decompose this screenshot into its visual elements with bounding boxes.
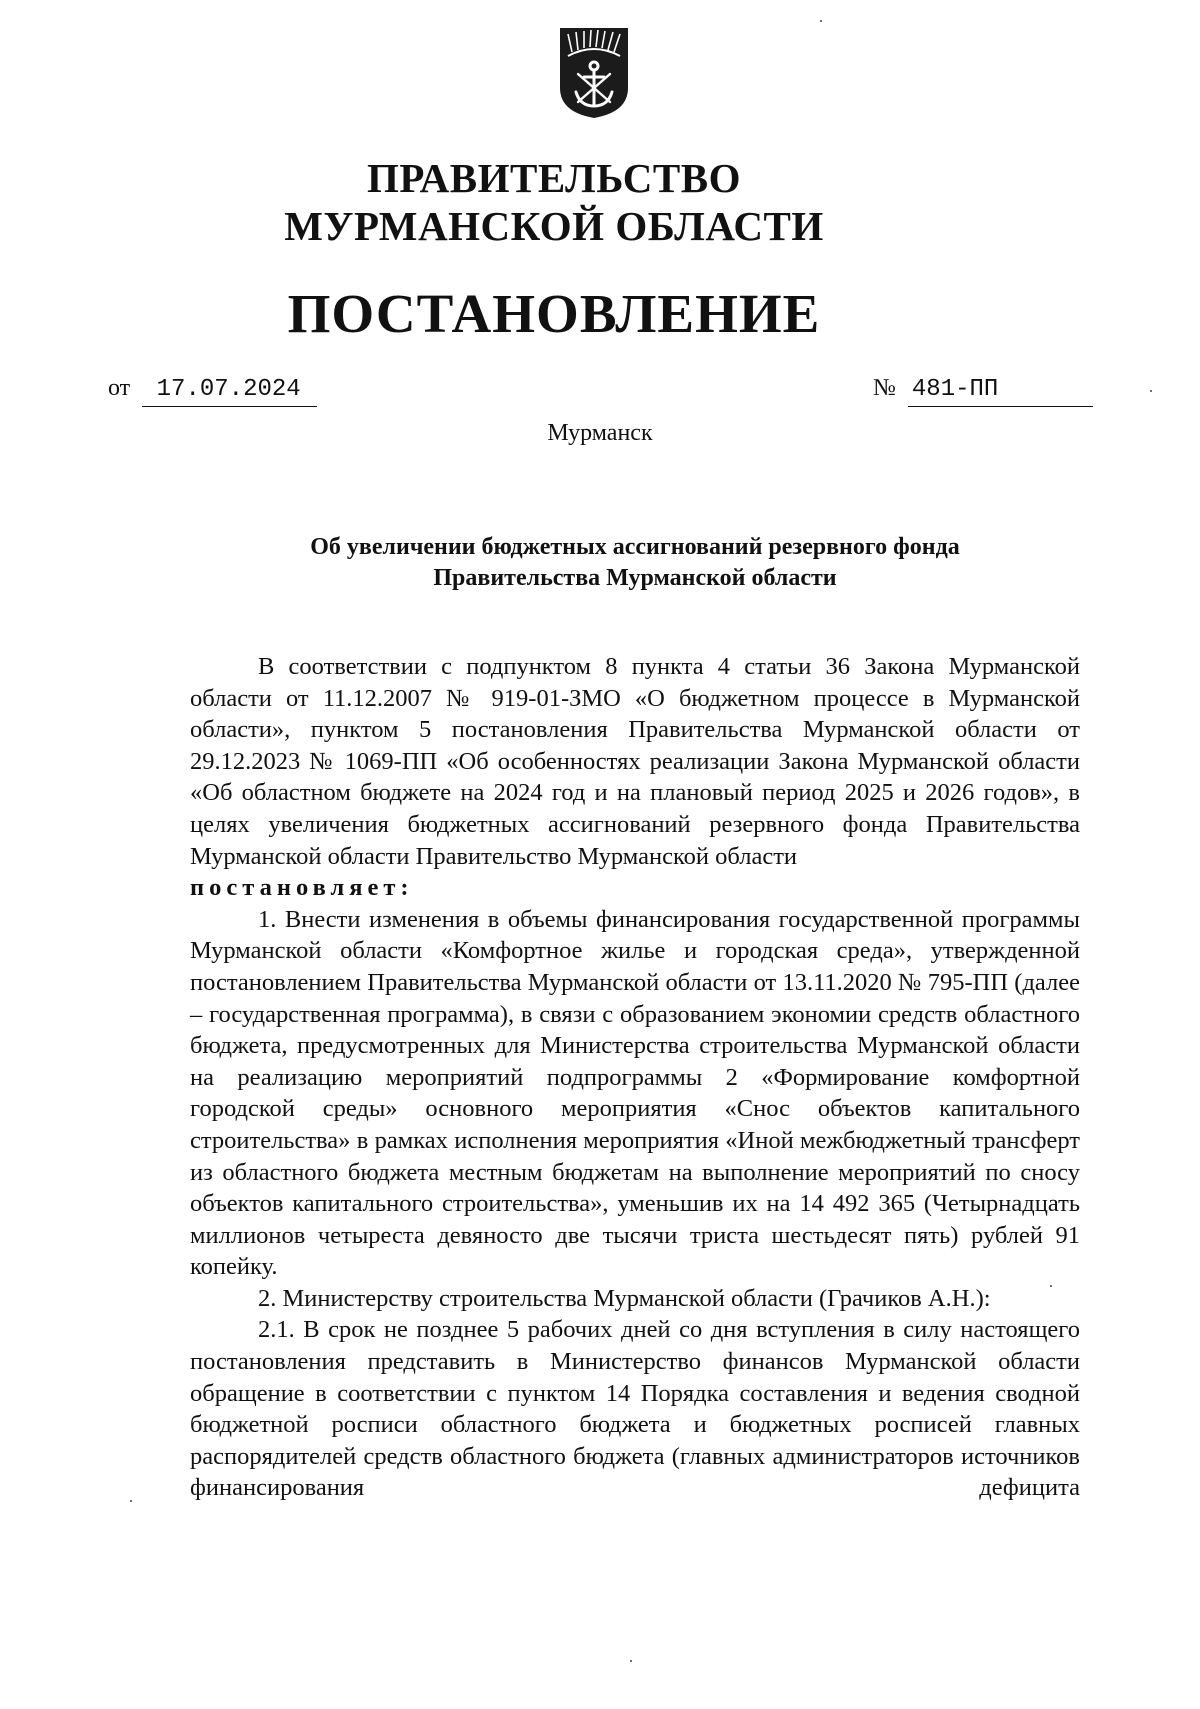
- preamble-paragraph: [190, 651, 1080, 872]
- scan-speck: [1150, 390, 1152, 392]
- scan-speck: [820, 20, 822, 22]
- preamble-text: В соответствии с подпунктом 8 пункта 4 статьи 36 Закона Мурманской области от 11.12.2007 № 919-01-ЗМО «О бюджетном процессе в Мурманской области», пунктом 5 постановления Правительства Мурманской области от 29.12.2023 № 1069-ПП «Об особенностях реализации Закона Мурманской области «Об областном бюджете на 2024 год и на плановый период 2025 и 2026 годов», в целях увеличения бюджетных ассигнований резервного фонда Правительства Мурманской области Правительство Мурманской области: [190, 653, 1080, 870]
- document-body: [190, 651, 1080, 1504]
- government-title-line1: ПРАВИТЕЛЬСТВО: [366, 155, 742, 201]
- scan-speck: [130, 1500, 132, 1502]
- subject-line2: Правительства Мурманской области: [433, 565, 837, 591]
- city-name: Мурманск: [547, 420, 653, 446]
- item-2-1-paragraph: 2.1. В срок не позднее 5 рабочих дней со дня вступления в силу настоящего постановления представить в Министерство финансов Мурманской области обращение в соответствии с пунктом 14 Порядка составления и ведения сводной бюджетной росписи областного бюджета и бюджетных росписей главных распорядителей средств областного бюджета (главных администраторов источников финансирования дефицита: [190, 1316, 1080, 1502]
- decree-word-paragraph: [190, 872, 1080, 904]
- document-date: 17.07.2024: [142, 374, 317, 407]
- scan-speck: [1050, 1285, 1052, 1287]
- date-prefix: от: [108, 375, 131, 401]
- murmansk-coat-of-arms-icon: [558, 26, 630, 120]
- number-block: [873, 372, 1093, 407]
- document-subject: [190, 532, 1080, 594]
- scan-speck: [630, 1660, 632, 1662]
- date-block: [108, 372, 317, 407]
- item-2-paragraph: 2. Министерству строительства Мурманской области (Грачиков А.Н.):: [258, 1284, 991, 1312]
- item-1-paragraph: 1. Внести изменения в объемы финансирования государственной программы Мурманской области «Комфортное жилье и городская среда», утвержденной постановлением Правительства Мурманской области от 13.11.2020 № 795-ПП (далее – государственная программа), в связи с образованием экономии средств областного бюджета, предусмотренных для Министерства строительства Мурманской области на реализацию мероприятий подпрограммы 2 «Формирование комфортной городской среды» основного мероприятия «Снос объектов капитального строительства» в рамках исполнения мероприятия «Иной межбюджетный трансферт из областного бюджета местным бюджетам на выполнение мероприятий по сносу объектов капитального строительства», уменьшив их на 14 492 365 (Четырнадцать миллионов четыреста девяносто две тысячи триста шестьдесят пять) рублей 91 копейку.: [190, 905, 1080, 1281]
- government-title-line2: МУРМАНСКОЙ ОБЛАСТИ: [284, 203, 824, 249]
- subject-line1: Об увеличении бюджетных ассигнований резервного фонда: [310, 534, 960, 560]
- decree-word: постановляет:: [190, 874, 414, 902]
- document-number: 481-ПП: [908, 374, 1093, 407]
- document-type-title: ПОСТАНОВЛЕНИЕ: [287, 283, 821, 344]
- number-prefix: №: [873, 375, 896, 401]
